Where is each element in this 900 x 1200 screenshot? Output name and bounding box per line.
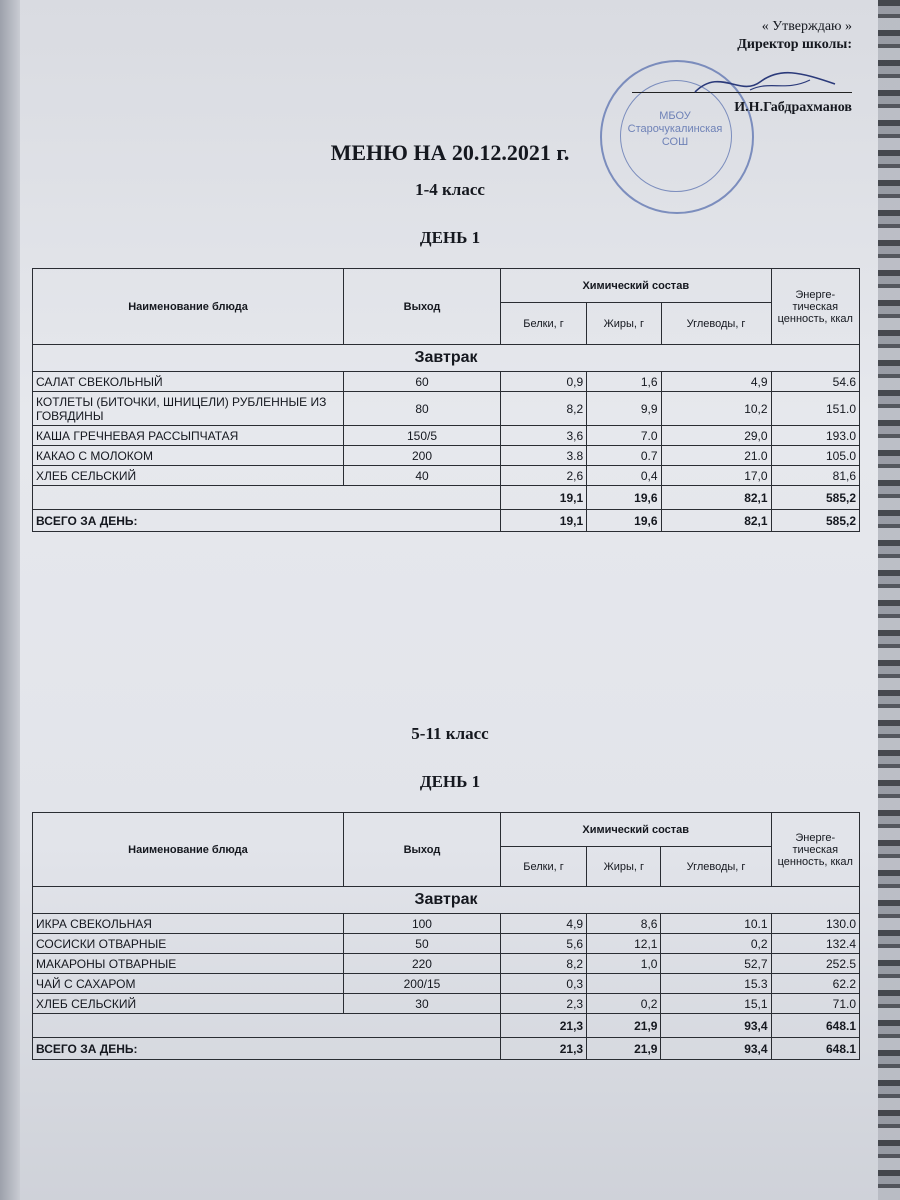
total-protein: 19,1 bbox=[500, 510, 586, 532]
menu-table-1-4 bbox=[32, 268, 860, 532]
stamp-text: МБОУ Старочукалинская СОШ bbox=[627, 110, 723, 148]
section1-class-label: 1-4 класс bbox=[415, 180, 485, 199]
table-row bbox=[33, 974, 860, 994]
dish-protein: 3.8 bbox=[500, 446, 586, 466]
subtotal-row bbox=[33, 486, 860, 510]
header-protein: Белки, г bbox=[500, 303, 586, 345]
dish-name: КОТЛЕТЫ (БИТОЧКИ, ШНИЦЕЛИ) РУБЛЕННЫЕ ИЗ ГОВЯДИНЫ bbox=[33, 392, 344, 426]
dish-fat: 12,1 bbox=[587, 934, 661, 954]
dish-protein: 0,3 bbox=[500, 974, 586, 994]
dish-energy: 62.2 bbox=[771, 974, 859, 994]
subtotal-row bbox=[33, 1014, 860, 1038]
dish-energy: 132.4 bbox=[771, 934, 859, 954]
menu-table-5-11 bbox=[32, 812, 860, 1060]
total-carbs: 93,4 bbox=[661, 1038, 771, 1060]
total-fat: 19,6 bbox=[587, 510, 661, 532]
dish-energy: 54.6 bbox=[771, 372, 859, 392]
dish-name: ХЛЕБ СЕЛЬСКИЙ bbox=[33, 466, 344, 486]
dish-fat: 9,9 bbox=[587, 392, 661, 426]
dish-protein: 8,2 bbox=[500, 392, 586, 426]
header-carbs: Углеводы, г bbox=[661, 303, 771, 345]
dish-protein: 3,6 bbox=[500, 426, 586, 446]
table-row bbox=[33, 446, 860, 466]
dish-carbs: 4,9 bbox=[661, 372, 771, 392]
director-name: И.Н.Габдрахманов bbox=[734, 100, 852, 115]
header-fat: Жиры, г bbox=[587, 303, 661, 345]
subtotal-protein: 21,3 bbox=[500, 1014, 586, 1038]
dish-fat: 8,6 bbox=[587, 914, 661, 934]
subtotal-carbs: 82,1 bbox=[661, 486, 771, 510]
dish-output: 100 bbox=[343, 914, 500, 934]
dish-output: 150/5 bbox=[344, 426, 501, 446]
total-label: ВСЕГО ЗА ДЕНЬ: bbox=[33, 510, 501, 532]
subtotal-energy: 648.1 bbox=[771, 1014, 859, 1038]
dish-carbs: 15.3 bbox=[661, 974, 771, 994]
dish-output: 50 bbox=[343, 934, 500, 954]
header-name: Наименование блюда bbox=[33, 269, 344, 345]
dish-energy: 71.0 bbox=[771, 994, 859, 1014]
dish-name: ИКРА СВЕКОЛЬНАЯ bbox=[33, 914, 344, 934]
dish-name: ЧАЙ С САХАРОМ bbox=[33, 974, 344, 994]
table-row bbox=[33, 466, 860, 486]
dish-energy: 81,6 bbox=[771, 466, 859, 486]
subtotal-carbs: 93,4 bbox=[661, 1014, 771, 1038]
header-output: Выход bbox=[343, 813, 500, 887]
dish-carbs: 52,7 bbox=[661, 954, 771, 974]
dish-energy: 193.0 bbox=[771, 426, 859, 446]
dish-protein: 5,6 bbox=[500, 934, 586, 954]
total-row bbox=[33, 1038, 860, 1060]
dish-fat: 7.0 bbox=[587, 426, 661, 446]
table-row bbox=[33, 426, 860, 446]
meal-label: Завтрак bbox=[33, 345, 860, 372]
dish-name: САЛАТ СВЕКОЛЬНЫЙ bbox=[33, 372, 344, 392]
subtotal-blank bbox=[33, 486, 501, 510]
table-row bbox=[33, 954, 860, 974]
table-row bbox=[33, 994, 860, 1014]
dish-fat: 0,2 bbox=[587, 994, 661, 1014]
total-label: ВСЕГО ЗА ДЕНЬ: bbox=[33, 1038, 501, 1060]
dish-name: СОСИСКИ ОТВАРНЫЕ bbox=[33, 934, 344, 954]
dish-protein: 0,9 bbox=[500, 372, 586, 392]
dish-energy: 105.0 bbox=[771, 446, 859, 466]
header-output: Выход bbox=[344, 269, 501, 345]
dish-name: КАКАО С МОЛОКОМ bbox=[33, 446, 344, 466]
dish-fat: 0,4 bbox=[587, 466, 661, 486]
dish-output: 30 bbox=[343, 994, 500, 1014]
signature-icon bbox=[690, 62, 840, 102]
dish-protein: 8,2 bbox=[500, 954, 586, 974]
dish-output: 220 bbox=[343, 954, 500, 974]
subtotal-energy: 585,2 bbox=[771, 486, 859, 510]
approval-line2: Директор школы: bbox=[737, 37, 852, 52]
page-title: МЕНЮ НА 20.12.2021 г. bbox=[330, 140, 570, 165]
table-row bbox=[33, 914, 860, 934]
section2-day-label: ДЕНЬ 1 bbox=[419, 772, 481, 791]
header-fat: Жиры, г bbox=[587, 847, 661, 887]
dish-fat: 0.7 bbox=[587, 446, 661, 466]
dish-energy: 130.0 bbox=[771, 914, 859, 934]
dish-carbs: 21.0 bbox=[661, 446, 771, 466]
dish-fat bbox=[587, 974, 661, 994]
dish-carbs: 29,0 bbox=[661, 426, 771, 446]
subtotal-fat: 19,6 bbox=[587, 486, 661, 510]
dish-fat: 1,6 bbox=[587, 372, 661, 392]
dish-fat: 1,0 bbox=[587, 954, 661, 974]
section1-day-label: ДЕНЬ 1 bbox=[419, 228, 481, 247]
dish-output: 200 bbox=[344, 446, 501, 466]
dish-energy: 252.5 bbox=[771, 954, 859, 974]
dish-name: КАША ГРЕЧНЕВАЯ РАССЫПЧАТАЯ bbox=[33, 426, 344, 446]
header-chem: Химический состав bbox=[500, 813, 771, 847]
dish-protein: 2,3 bbox=[500, 994, 586, 1014]
table-row bbox=[33, 392, 860, 426]
dish-name: ХЛЕБ СЕЛЬСКИЙ bbox=[33, 994, 344, 1014]
table-row bbox=[33, 372, 860, 392]
dish-protein: 2,6 bbox=[500, 466, 586, 486]
subtotal-blank bbox=[33, 1014, 501, 1038]
dish-protein: 4,9 bbox=[500, 914, 586, 934]
subtotal-protein: 19,1 bbox=[500, 486, 586, 510]
table-row bbox=[33, 934, 860, 954]
dish-output: 200/15 bbox=[343, 974, 500, 994]
dish-output: 80 bbox=[344, 392, 501, 426]
dish-energy: 151.0 bbox=[771, 392, 859, 426]
meal-label: Завтрак bbox=[33, 887, 860, 914]
total-energy: 585,2 bbox=[771, 510, 859, 532]
total-protein: 21,3 bbox=[500, 1038, 586, 1060]
header-energy: Энерге-тическая ценность, ккал bbox=[771, 813, 859, 887]
total-row bbox=[33, 510, 860, 532]
header-carbs: Углеводы, г bbox=[661, 847, 771, 887]
dish-output: 60 bbox=[344, 372, 501, 392]
total-energy: 648.1 bbox=[771, 1038, 859, 1060]
dish-name: МАКАРОНЫ ОТВАРНЫЕ bbox=[33, 954, 344, 974]
header-energy: Энерге-тическая ценность, ккал bbox=[771, 269, 859, 345]
section2-class-label: 5-11 класс bbox=[411, 724, 489, 743]
header-protein: Белки, г bbox=[500, 847, 586, 887]
dish-carbs: 10.1 bbox=[661, 914, 771, 934]
header-name: Наименование блюда bbox=[33, 813, 344, 887]
total-fat: 21,9 bbox=[587, 1038, 661, 1060]
dish-carbs: 10,2 bbox=[661, 392, 771, 426]
dish-carbs: 17,0 bbox=[661, 466, 771, 486]
header-chem: Химический состав bbox=[500, 269, 771, 303]
total-carbs: 82,1 bbox=[661, 510, 771, 532]
dish-output: 40 bbox=[344, 466, 501, 486]
dish-carbs: 0,2 bbox=[661, 934, 771, 954]
dish-carbs: 15,1 bbox=[661, 994, 771, 1014]
subtotal-fat: 21,9 bbox=[587, 1014, 661, 1038]
approval-line1: « Утверждаю » bbox=[761, 19, 852, 34]
